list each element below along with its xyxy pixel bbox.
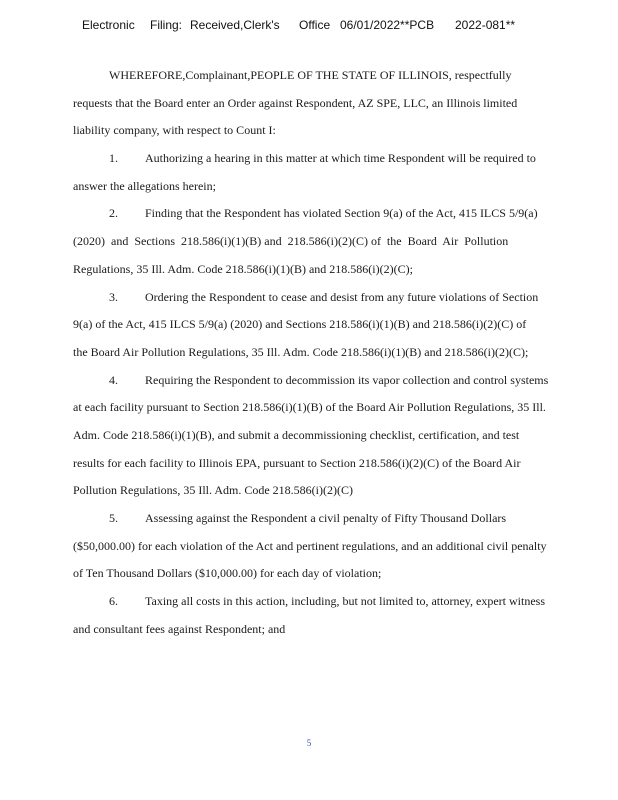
item-line: at each facility pursuant to Section 218.586(i)(1)(B) of the Board Air Pollution Regulations, 35 Ill.: [73, 400, 546, 415]
item-line: Regulations, 35 Ill. Adm. Code 218.586(i)(1)(B) and 218.586(i)(2)(C);: [73, 261, 413, 276]
relief-item-6: [73, 588, 613, 643]
item-line: ($50,000.00) for each violation of the Act and pertinent regulations, and an additional civil penalty: [73, 538, 547, 553]
item-line: of Ten Thousand Dollars ($10,000.00) for each day of violation;: [73, 566, 382, 581]
item-line: results for each facility to Illinois EPA, pursuant to Section 218.586(i)(2)(C) of the Board Air: [73, 455, 521, 470]
item-line: (2020) and Sections 218.586(i)(1)(B) and 218.586(i)(2)(C) of the Board Air Pollution: [73, 234, 509, 249]
relief-item-1: [73, 145, 613, 200]
header-case-number: 2022-081**: [455, 18, 516, 32]
header-received: Received,Clerk's: [190, 18, 280, 32]
item-number: 6.: [109, 594, 118, 609]
intro-line: liability company, with respect to Count I:: [73, 123, 276, 138]
header-electronic: Electronic: [82, 18, 135, 32]
item-line: answer the allegations herein;: [73, 178, 216, 193]
item-number: 4.: [109, 372, 118, 387]
item-line: and consultant fees against Respondent; and: [73, 621, 286, 636]
header-date: 06/01/2022**PCB: [340, 18, 435, 32]
item-line: 9(a) of the Act, 415 ILCS 5/9(a) (2020) and Sections 218.586(i)(1)(B) and 218.586(i)(2)(C) of: [73, 317, 527, 332]
relief-item-3: [73, 284, 613, 367]
filing-header: [0, 18, 618, 34]
item-number: 5.: [109, 511, 118, 525]
document-body: [73, 62, 613, 643]
relief-item-4: [73, 367, 613, 505]
relief-item-2: [73, 200, 613, 283]
relief-item-5: [73, 505, 613, 588]
intro-line: WHEREFORE,Complainant,PEOPLE OF THE STATE OF ILLINOIS, respectfully: [109, 68, 512, 82]
item-line: Finding that the Respondent has violated Section 9(a) of the Act, 415 ILCS 5/9(a): [145, 206, 538, 221]
intro-line: requests that the Board enter an Order against Respondent, AZ SPE, LLC, an Illinois limited: [73, 95, 518, 110]
item-line: Ordering the Respondent to cease and desist from any future violations of Section: [145, 289, 539, 304]
item-line: the Board Air Pollution Regulations, 35 Ill. Adm. Code 218.586(i)(1)(B) and 218.586(i)(2)(C);: [73, 344, 529, 359]
item-number: 2.: [109, 206, 118, 221]
page-number: 5: [306, 738, 312, 748]
item-line: Taxing all costs in this action, including, but not limited to, attorney, expert witness: [145, 594, 545, 609]
item-line: Pollution Regulations, 35 Ill. Adm. Code 218.586(i)(2)(C): [73, 483, 353, 498]
header-filing: Filing:: [150, 18, 183, 32]
item-line: Authorizing a hearing in this matter at which time Respondent will be required to: [145, 151, 536, 166]
intro-paragraph: [73, 62, 613, 145]
header-office: Office: [299, 18, 331, 32]
item-line: Requiring the Respondent to decommission its vapor collection and control systems: [145, 372, 549, 387]
item-line: Adm. Code 218.586(i)(1)(B), and submit a decommissioning checklist, certification, and test: [73, 427, 520, 442]
item-line: Assessing against the Respondent a civil penalty of Fifty Thousand Dollars: [145, 511, 507, 525]
item-number: 3.: [109, 289, 118, 304]
item-number: 1.: [109, 151, 118, 166]
